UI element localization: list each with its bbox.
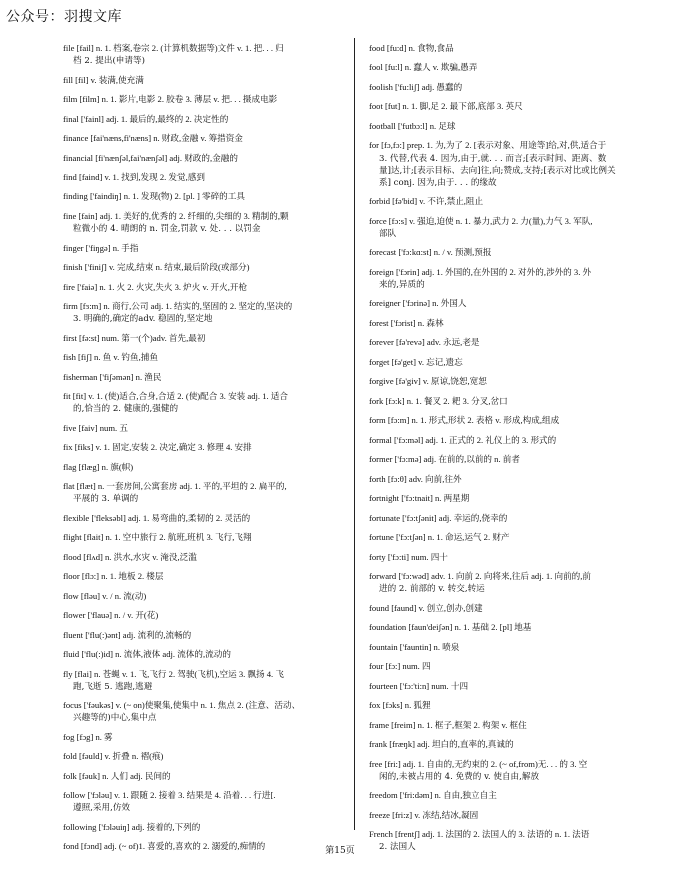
dictionary-entry — [63, 570, 363, 583]
entry-continuation: 系] conj. 因为,由于. . . 的缘故 — [379, 177, 497, 188]
dictionary-entry — [63, 422, 363, 435]
entry-text: foundation [faun'deiʃən] n. 1. 基础 2. [pl] 地基 — [369, 622, 532, 633]
entry-text: fish [fiʃ] n. 鱼 v. 钓鱼,捕鱼 — [63, 352, 158, 363]
dictionary-entry — [369, 414, 669, 427]
entry-text: formal ['fɔ:məl] adj. 1. 正式的 2. 礼仪上的 3. 形式的 — [369, 434, 557, 445]
entry-text: fix [fiks] v. 1. 固定,安装 2. 决定,确定 3. 修理 4. 安排 — [63, 442, 252, 453]
dictionary-entry — [369, 758, 669, 783]
entry-text: film [film] n. 1. 影片,电影 2. 胶卷 3. 薄层 v. 把. . . 摄成电影 — [63, 94, 278, 105]
entry-continuation: 部队 — [379, 228, 397, 239]
entry-text: fox [fɔks] n. 狐狸 — [369, 700, 431, 711]
entry-text: fluent ['flu(:)ənt] adj. 流利的,流畅的 — [63, 629, 192, 640]
entry-text: fold [fəuld] v. 折叠 n. 褶(痕) — [63, 751, 164, 762]
entry-continuation: 量]达,计;[表示目标、去向]往,向;赞成,支持;[表示对比或比例关 — [379, 165, 616, 176]
dictionary-entry — [369, 195, 669, 208]
dictionary-entry — [369, 81, 669, 94]
dictionary-entry — [369, 297, 669, 310]
dictionary-entry — [369, 512, 669, 525]
dictionary-entry — [369, 680, 669, 693]
entry-continuation: 来的,异质的 — [379, 279, 425, 290]
entry-text: flat [flæt] n. 一套房间,公寓套房 adj. 1. 平的,平坦的 2. 扁平的, — [63, 481, 287, 492]
entry-continuation: 3. 代替,代表 4. 因为,由于,就. . . 而言;[表示时间、距离、数 — [379, 153, 607, 164]
dictionary-entry — [369, 641, 669, 654]
entry-continuation: 2. 法国人 — [379, 842, 416, 853]
dictionary-entry — [63, 750, 363, 763]
entry-text: frame [freim] n. 1. 框子,框架 2. 构架 v. 框住 — [369, 719, 527, 730]
dictionary-entry — [369, 621, 669, 634]
entry-text: four [fɔ:] num. 四 — [369, 661, 431, 672]
dictionary-entry — [63, 113, 363, 126]
entry-text: flood [flʌd] n. 洪水,水灾 v. 淹没,泛滥 — [63, 551, 197, 562]
entry-text: focus ['fəukəs] v. (~ on)使聚集,使集中 n. 1. 焦点 2. (注意、活动、 — [63, 700, 301, 711]
entry-text: follow ['fɔləu] v. 1. 跟随 2. 接着 3. 结果是 4. 沿着. . . 行进[. — [63, 790, 276, 801]
entry-text: force [fɔ:s] v. 强迫,迫使 n. 1. 暴力,武力 2. 力(量),力气 3. 军队, — [369, 215, 593, 226]
dictionary-entry — [63, 132, 363, 145]
dictionary-entry — [369, 317, 669, 330]
dictionary-entry — [369, 120, 669, 133]
entry-text: for [fɔ,fɔ:] prep. 1. 为,为了 2. [表示对象、用途等]给,对,供,适合于 — [369, 140, 607, 151]
dictionary-entry — [63, 390, 363, 415]
entry-text: forty ['fɔ:ti] num. 四十 — [369, 551, 448, 562]
entry-text: fountain ['fauntin] n. 喷泉 — [369, 641, 460, 652]
entry-continuation: 进的 2. 前部的 v. 转交,转运 — [379, 584, 485, 595]
entry-text: fire ['faiə] n. 1. 火 2. 火灾,失火 3. 炉火 v. 开火,开枪 — [63, 281, 248, 292]
dictionary-entry — [63, 210, 363, 235]
entry-text: foolish ['fu:liʃ] adj. 愚蠢的 — [369, 81, 463, 92]
entry-text: form [fɔ:m] n. 1. 形式,形状 2. 表格 v. 形成,构成,组成 — [369, 415, 560, 426]
entry-text: first [fə:st] num. 第一(个)adv. 首先,最初 — [63, 332, 206, 343]
dictionary-entry — [63, 551, 363, 564]
entry-text: flag [flæg] n. 旗(帜) — [63, 461, 134, 472]
entry-text: fisherman ['fiʃəmən] n. 渔民 — [63, 371, 162, 382]
dictionary-entry — [63, 789, 363, 814]
entry-text: fog [fɔg] n. 雾 — [63, 731, 113, 742]
dictionary-entry — [63, 699, 363, 724]
dictionary-entry — [63, 531, 363, 544]
dictionary-entry — [63, 770, 363, 783]
dictionary-entry — [63, 590, 363, 603]
entry-text: finger ['fiŋgə] n. 手指 — [63, 242, 139, 253]
entry-text: fill [fil] v. 装满,使充满 — [63, 74, 144, 85]
dictionary-entry — [369, 738, 669, 751]
dictionary-entry — [369, 789, 669, 802]
entry-text: frank [fræŋk] adj. 坦白的,直率的,真诚的 — [369, 739, 514, 750]
dictionary-entry — [369, 266, 669, 291]
entry-text: firm [fɜ:m] n. 商行,公司 adj. 1. 结实的,坚固的 2. 坚定的,坚决的 — [63, 301, 293, 311]
entry-text: food [fu:d] n. 食物,食品 — [369, 43, 454, 53]
dictionary-entry — [369, 660, 669, 673]
entry-text: fool [fu:l] n. 蠢人 v. 欺骗,愚弄 — [369, 62, 478, 73]
entry-text: found [faund] v. 创立,创办,创建 — [369, 602, 483, 613]
dictionary-entry — [63, 441, 363, 454]
entry-text: file [fail] n. 1. 档案,卷宗 2. (计算机数据等)文件 v. 1. 把. . . 归 — [63, 43, 284, 53]
dictionary-entry — [369, 246, 669, 259]
entry-text: final ['fainl] adj. 1. 最后的,最终的 2. 决定性的 — [63, 113, 229, 124]
entry-text: forth [fɔ:θ] adv. 向前,往外 — [369, 473, 462, 484]
dictionary-entry — [63, 332, 363, 345]
dictionary-entry — [63, 731, 363, 744]
dictionary-entry — [63, 281, 363, 294]
entry-continuation: 遵照,采用,仿效 — [73, 803, 131, 814]
page-number: 第15页 — [325, 846, 355, 856]
entry-text: flight [flait] n. 1. 空中旅行 2. 航班,班机 3. 飞行,飞翔 — [63, 532, 252, 543]
dictionary-entry — [369, 215, 669, 240]
dictionary-entry — [63, 480, 363, 505]
dictionary-entry — [369, 139, 669, 188]
dictionary-entry — [63, 171, 363, 184]
entry-continuation: 平展的 3. 单调的 — [73, 494, 139, 505]
entry-text: fit [fit] v. 1. (使)适合,合身,合适 2. (使)配合 3. 安装 adj. 1. 适合 — [63, 391, 289, 402]
entry-text: fly [flai] n. 苍蝇 v. 1. 飞,飞行 2. 驾驶(飞机),空运 3. 飘扬 4. 飞 — [63, 668, 284, 679]
dictionary-entry — [63, 152, 363, 165]
entry-text: finance [fai'næns,fi'næns] n. 财政,金融 v. 筹措资金 — [63, 133, 243, 144]
entry-text: financial [fi'nænʃəl,fai'nænʃəl] adj. 财政的,金融的 — [63, 152, 238, 163]
entry-text: fork [fɔ:k] n. 1. 餐叉 2. 耙 3. 分叉,岔口 — [369, 395, 508, 406]
entry-continuation: 档 2. 提出(申请等) — [73, 56, 145, 67]
entry-continuation: 3. 明确的,确定的adv. 稳固的,坚定地 — [73, 314, 213, 325]
entry-text: fine [fain] adj. 1. 美好的,优秀的 2. 纤细的,尖细的 3. 精制的,颗 — [63, 210, 289, 221]
entry-text: foreigner ['fɔrinə] n. 外国人 — [369, 298, 467, 309]
entry-text: fourteen ['fɔ:'ti:n] num. 十四 — [369, 680, 469, 691]
dictionary-entry — [369, 492, 669, 505]
entry-continuation: 闲的,未被占用的 4. 免费的 v. 使自由,解放 — [379, 771, 540, 782]
right-column — [369, 42, 669, 860]
page-header: 公众号：羽搜文库 — [6, 9, 122, 25]
dictionary-entry — [369, 336, 669, 349]
entry-text: fluid ['flu(:)id] n. 流体,液体 adj. 流体的,流动的 — [63, 649, 231, 660]
entry-text: fond [fɔnd] adj. (~ of)1. 喜爱的,喜欢的 2. 溺爱的,痴情的 — [63, 841, 266, 852]
dictionary-entry — [369, 473, 669, 486]
dictionary-entry — [369, 42, 669, 55]
entry-text: fortnight ['fɔ:tnait] n. 两星期 — [369, 493, 470, 504]
entry-text: finish ['finiʃ] v. 完成,结束 n. 结束,最后阶段(或部分) — [63, 262, 250, 273]
dictionary-entry — [369, 100, 669, 113]
entry-continuation: 跑,飞逝 5. 逃跑,逃避 — [73, 681, 153, 692]
entry-text: foreign ['fɔrin] adj. 1. 外国的,在外国的 2. 对外的,涉外的 3. 外 — [369, 266, 592, 277]
dictionary-entry — [369, 61, 669, 74]
entry-text: fortunate ['fɔ:tʃənit] adj. 幸运的,侥幸的 — [369, 512, 508, 523]
entry-text: free [fri:] adj. 1. 自由的,无约束的 2. (~ of,from)无. . . 的 3. 空 — [369, 758, 588, 769]
dictionary-entry — [63, 74, 363, 87]
entry-text: floor [flɔ:] n. 1. 地板 2. 楼层 — [63, 571, 164, 582]
entry-text: forest ['fɔrist] n. 森林 — [369, 317, 444, 328]
dictionary-entry — [63, 629, 363, 642]
dictionary-entry — [369, 809, 669, 822]
entry-text: fortune ['fɔ:tʃən] n. 1. 命运,运气 2. 财产 — [369, 532, 510, 543]
entry-text: following ['fɔləuiŋ] adj. 接着的,下列的 — [63, 821, 201, 832]
dictionary-entry — [63, 648, 363, 661]
dictionary-entry — [369, 453, 669, 466]
dictionary-entry — [63, 300, 363, 325]
dictionary-entry — [63, 261, 363, 274]
dictionary-entry — [63, 461, 363, 474]
dictionary-entry — [369, 531, 669, 544]
entry-text: French [frentʃ] adj. 1. 法国的 2. 法国人的 3. 法语的 n. 1. 法语 — [369, 829, 590, 840]
dictionary-entry — [63, 190, 363, 203]
entry-text: freedom ['fri:dəm] n. 自由,独立自主 — [369, 790, 497, 801]
dictionary-entry — [63, 668, 363, 693]
entry-text: football ['futbɔ:l] n. 足球 — [369, 120, 456, 131]
entry-text: flexible ['fleksəbl] adj. 1. 易弯曲的,柔韧的 2. 灵活的 — [63, 512, 251, 523]
dictionary-entry — [63, 821, 363, 834]
dictionary-entry — [63, 242, 363, 255]
entry-text: finding ['faindiŋ] n. 1. 发现(物) 2. [pl. ] 零碎的工具 — [63, 191, 245, 202]
dictionary-entry — [369, 551, 669, 564]
dictionary-entry — [369, 434, 669, 447]
entry-text: forgive [fə'giv] v. 原谅,饶恕,宽恕 — [369, 376, 487, 387]
entry-text: flower ['flauə] n. / v. 开(花) — [63, 610, 159, 621]
dictionary-entry — [369, 602, 669, 615]
dictionary-entry — [369, 375, 669, 388]
dictionary-entry — [63, 93, 363, 106]
dictionary-entry — [369, 699, 669, 712]
dictionary-entry — [369, 356, 669, 369]
dictionary-entry — [369, 395, 669, 408]
entry-text: five [faiv] num. 五 — [63, 422, 128, 433]
entry-text: freeze [fri:z] v. 冻结,结冰,凝固 — [369, 809, 479, 820]
entry-text: forecast ['fɔ:kɑ:st] n. / v. 预测,预报 — [369, 247, 492, 258]
entry-text: former ['fɔ:mə] adj. 在前的,以前的 n. 前者 — [369, 454, 520, 465]
entry-text: foot [fut] n. 1. 脚,足 2. 最下部,底部 3. 英尺 — [369, 101, 523, 112]
entry-text: flow [fləu] v. / n. 流(动) — [63, 590, 147, 601]
entry-text: forbid [fə'bid] v. 不许,禁止,阻止 — [369, 196, 484, 207]
entry-text: forget [fə'get] v. 忘记,遗忘 — [369, 356, 463, 367]
entry-continuation: 的,恰当的 2. 健康的,强健的 — [73, 404, 179, 415]
entry-text: folk [fəuk] n. 人们 adj. 民间的 — [63, 770, 171, 781]
dictionary-entry — [369, 719, 669, 732]
entry-text: forward ['fɔ:wəd] adv. 1. 向前 2. 向将来,往后 adj. 1. 向前的,前 — [369, 571, 591, 582]
entry-text: forever [fə'revə] adv. 永远,老是 — [369, 337, 480, 348]
dictionary-entry — [63, 609, 363, 622]
dictionary-entry — [63, 371, 363, 384]
dictionary-entry — [63, 512, 363, 525]
entry-continuation: 兴趣等的)中心,集中点 — [73, 713, 157, 724]
entry-text: find [faind] v. 1. 找到,发现 2. 发觉,感到 — [63, 172, 205, 182]
dictionary-entry — [63, 351, 363, 364]
left-column — [63, 42, 363, 860]
dictionary-entry — [369, 570, 669, 595]
dictionary-entry — [63, 42, 363, 67]
entry-continuation: 粒微小的 4. 晴朗的 n. 罚金,罚款 v. 处. . . 以罚金 — [73, 224, 261, 235]
